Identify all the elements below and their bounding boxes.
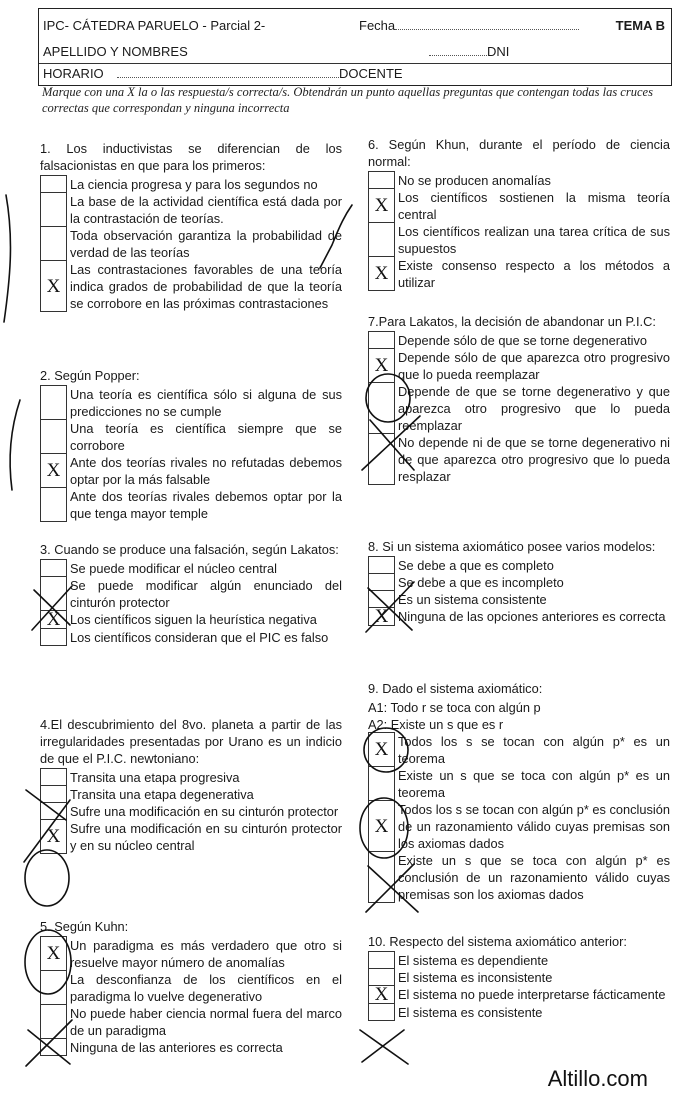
answer-option[interactable] [40, 176, 342, 193]
answer-checkbox[interactable]: X [368, 188, 395, 223]
dni-label: DNI [487, 44, 510, 59]
answer-checkbox[interactable]: X [368, 607, 395, 626]
answer-checkbox[interactable] [368, 331, 395, 349]
answer-option[interactable] [368, 383, 670, 434]
answer-option[interactable] [40, 488, 342, 522]
answer-option[interactable] [368, 1004, 670, 1021]
fecha-label: Fecha [359, 18, 396, 33]
answer-text: Se puede modificar el núcleo central [70, 561, 278, 576]
answer-text: No puede haber ciencia normal fuera del marco de un paradigma [70, 1006, 342, 1038]
question-9 [368, 680, 670, 903]
question-title: 9. Dado el sistema axiomático: [368, 681, 543, 696]
answer-checkbox[interactable]: X [368, 800, 395, 852]
answer-checkbox[interactable] [368, 573, 395, 591]
answer-text: Depende de que se torne degenerativo y que aparezca otro progresivo que lo pueda reemplazar [398, 384, 670, 433]
answer-checkbox[interactable] [368, 851, 395, 903]
answer-text: Las contrastaciones favorables de una teoría indica grados de probabilidad de que la teoría se corrobore en las próximas contrastaciones [70, 262, 342, 311]
answer-text: La desconfianza de los científicos en el paradigma lo vuelve degenerativo [70, 972, 342, 1004]
question-2 [40, 367, 342, 522]
answer-text: Los científicos sostienen la misma teoría central [398, 190, 670, 222]
answer-option[interactable] [368, 574, 670, 591]
answer-text: Sufre una modificación en su cinturón protector y en su núcleo central [70, 821, 342, 853]
answer-text: Transita una etapa degenerativa [70, 787, 254, 802]
question-8 [368, 538, 670, 626]
answer-checkbox[interactable] [368, 382, 395, 434]
question-title: 4.El descubrimiento del 8vo. planeta a partir de las irregularidades presentadas por Urano es un indicio de que el P.I.C. newtoniano: [40, 717, 342, 766]
watermark: Altillo.com [547, 1066, 648, 1091]
answer-checkbox[interactable] [40, 802, 67, 820]
answer-checkbox[interactable] [40, 1004, 67, 1039]
fecha-field [359, 15, 579, 37]
answer-option[interactable] [40, 560, 342, 577]
answer-checkbox[interactable] [40, 419, 67, 454]
question-title: 6. Según Khun, durante el período de ciencia normal: [368, 137, 670, 169]
question-4 [40, 716, 342, 854]
answer-checkbox[interactable] [40, 385, 67, 420]
answer-text: Es un sistema consistente [398, 592, 547, 607]
answer-checkbox[interactable] [368, 433, 395, 485]
answer-checkbox[interactable] [40, 192, 67, 227]
answer-option[interactable] [368, 986, 670, 1004]
answer-text: El sistema es dependiente [398, 953, 549, 968]
answer-text: La base de la actividad científica está dada por la contrastación de teorías. [70, 194, 342, 226]
answer-text: Los científicos realizan una tarea crítica de sus supuestos [398, 224, 670, 256]
question-3 [40, 541, 342, 646]
answer-option[interactable] [368, 223, 670, 257]
margin-pen-mark [10, 400, 20, 490]
answer-option[interactable] [40, 454, 342, 488]
circle-mark [25, 850, 69, 906]
answer-checkbox[interactable] [368, 951, 395, 969]
answer-checkbox[interactable]: X [40, 936, 67, 971]
answer-option[interactable] [40, 261, 342, 312]
answer-option[interactable] [40, 227, 342, 261]
answer-checkbox[interactable]: X [368, 732, 395, 767]
answer-text: Ante dos teorías rivales no refutadas debemos optar por la más falsable [70, 455, 342, 487]
answer-option[interactable] [40, 971, 342, 1005]
answer-option[interactable] [368, 852, 670, 903]
institution-label: IPC- CÁTEDRA PARUELO - Parcial 2- [43, 18, 266, 33]
answer-text: Existe un s que se toca con algún p* es un teorema [398, 768, 670, 800]
answer-text: Transita una etapa progresiva [70, 770, 240, 785]
answer-option[interactable] [368, 434, 670, 485]
answer-checkbox[interactable] [40, 970, 67, 1005]
horario-label: HORARIO [43, 66, 104, 81]
answer-text: Se puede modificar algún enunciado del cinturón protector [70, 578, 342, 610]
question-10 [368, 933, 670, 1021]
answer-checkbox[interactable] [368, 556, 395, 574]
question-title: 10. Respecto del sistema axiomático anterior: [368, 934, 627, 949]
question-title: 2. Según Popper: [40, 368, 140, 383]
question-5 [40, 918, 342, 1056]
answer-checkbox[interactable]: X [368, 985, 395, 1004]
answer-checkbox[interactable]: X [40, 610, 67, 629]
margin-pen-mark [4, 195, 10, 322]
answer-checkbox[interactable] [368, 222, 395, 257]
answer-option[interactable] [368, 189, 670, 223]
axiom-line: A2: Existe un s que es r [368, 717, 504, 732]
answer-option[interactable] [368, 172, 670, 189]
answer-text: Ante dos teorías rivales debemos optar por la que tenga mayor temple [70, 489, 342, 521]
header-row-2 [43, 41, 665, 63]
answer-option[interactable] [40, 820, 342, 854]
question-title: 1. Los inductivistas se diferencian de los falsacionistas en que para los primeros: [40, 141, 342, 173]
answer-option[interactable] [40, 611, 342, 629]
answer-text: El sistema no puede interpretarse fácticamente [398, 987, 666, 1002]
answer-option[interactable] [368, 733, 670, 767]
answer-checkbox[interactable]: X [40, 260, 67, 312]
answer-option[interactable] [368, 349, 670, 383]
instructions: Marque con una X la o las respuesta/s correcta/s. Obtendrán un punto aquellas preguntas que contengan todas las cruces correctas que correspondan y ninguna incorrecta [42, 85, 653, 115]
question-7 [368, 313, 670, 485]
answer-text: Todos los s se tocan con algún p* es un teorema [398, 734, 670, 766]
answer-text: Se debe a que es incompleto [398, 575, 564, 590]
answer-option[interactable] [40, 193, 342, 227]
answer-checkbox[interactable] [368, 171, 395, 189]
answer-text: La ciencia progresa y para los segundos no [70, 177, 318, 192]
answer-option[interactable] [368, 952, 670, 969]
answer-option[interactable] [368, 801, 670, 852]
answer-checkbox[interactable] [40, 576, 67, 611]
answer-text: Sufre una modificación en su cinturón protector [70, 804, 339, 819]
apellido-label: APELLIDO Y NOMBRES [43, 44, 188, 59]
answer-text: Una teoría es científica sólo si alguna de sus predicciones no se cumple [70, 387, 342, 419]
answer-text: Los científicos siguen la heurística negativa [70, 612, 317, 627]
answer-text: Una teoría es científica siempre que se corrobore [70, 421, 342, 453]
answer-text: Existe un s que se toca con algún p* es conclusión de un razonamiento válido cuyas premisas son los axiomas dados [398, 853, 670, 902]
answer-option[interactable] [40, 420, 342, 454]
cross-stroke [360, 1030, 408, 1064]
answer-checkbox[interactable] [40, 1038, 67, 1056]
answer-checkbox[interactable] [40, 768, 67, 786]
answer-text: No depende ni de que se torne degenerativo ni de que aparezca otro progresivo que lo pueda resplazar [398, 435, 670, 484]
tema-label: TEMA B [615, 18, 665, 33]
answer-text: Un paradigma es más verdadero que otro si resuelve mayor número de anomalías [70, 938, 342, 970]
answer-option[interactable] [368, 257, 670, 291]
answer-text: Existe consenso respecto a los métodos a utilizar [398, 258, 670, 290]
answer-text: Ninguna de las anteriores es correcta [70, 1040, 283, 1055]
cross-stroke [362, 1030, 404, 1062]
answer-text: Los científicos consideran que el PIC es falso [70, 630, 329, 645]
axiom-line: A1: Todo r se toca con algún p [368, 700, 541, 715]
answer-option[interactable] [40, 786, 342, 803]
answer-text: Se debe a que es completo [398, 558, 554, 573]
question-title: 7.Para Lakatos, la decisión de abandonar un P.I.C: [368, 314, 656, 329]
answer-checkbox[interactable] [40, 226, 67, 261]
answer-option[interactable] [40, 769, 342, 786]
answer-checkbox[interactable] [40, 628, 67, 646]
answer-text: Depende sólo de que se torne degenerativo [398, 333, 648, 348]
answer-text: Ninguna de las opciones anteriores es correcta [398, 609, 666, 624]
answer-checkbox[interactable] [40, 487, 67, 522]
answer-checkbox[interactable]: X [40, 453, 67, 488]
answer-checkbox[interactable]: X [368, 348, 395, 383]
answer-checkbox[interactable]: X [40, 819, 67, 854]
answer-option[interactable] [368, 608, 670, 626]
answer-checkbox[interactable] [40, 785, 67, 803]
answer-text: El sistema es consistente [398, 1005, 543, 1020]
answer-option[interactable] [40, 937, 342, 971]
docente-label: DOCENTE [339, 66, 403, 81]
answer-option[interactable] [40, 386, 342, 420]
answer-text: Toda observación garantiza la probabilidad de verdad de las teorías [70, 228, 342, 260]
question-title: 8. Si un sistema axiomático posee varios modelos: [368, 539, 656, 554]
answer-checkbox[interactable] [368, 766, 395, 801]
header-row-1 [43, 15, 665, 37]
question-1 [40, 140, 342, 312]
question-title: 5. Según Kuhn: [40, 919, 129, 934]
question-title: 3. Cuando se produce una falsación, según Lakatos: [40, 542, 339, 557]
answer-checkbox[interactable] [40, 559, 67, 577]
answer-option[interactable] [368, 969, 670, 986]
answer-option[interactable] [368, 332, 670, 349]
answer-option[interactable] [368, 767, 670, 801]
answer-checkbox[interactable] [368, 1003, 395, 1021]
answer-checkbox[interactable] [40, 175, 67, 193]
answer-checkbox[interactable]: X [368, 256, 395, 291]
dni-field [429, 41, 509, 63]
answer-text: No se producen anomalías [398, 173, 551, 188]
answer-text: El sistema es inconsistente [398, 970, 553, 985]
answer-text: Todos los s se tocan con algún p* es conclusión de un razonamiento válido cuyas premisas son los axiomas dados [398, 802, 670, 851]
question-6 [368, 136, 670, 291]
answer-option[interactable] [40, 629, 342, 646]
answer-option[interactable] [40, 1005, 342, 1039]
answer-option[interactable] [40, 577, 342, 611]
answer-option[interactable] [368, 557, 670, 574]
answer-text: Depende sólo de que aparezca otro progresivo que lo pueda reemplazar [398, 350, 670, 382]
answer-option[interactable] [368, 591, 670, 608]
answer-option[interactable] [40, 803, 342, 820]
exam-header [38, 8, 672, 86]
header-row-3 [43, 63, 665, 85]
answer-option[interactable] [40, 1039, 342, 1056]
